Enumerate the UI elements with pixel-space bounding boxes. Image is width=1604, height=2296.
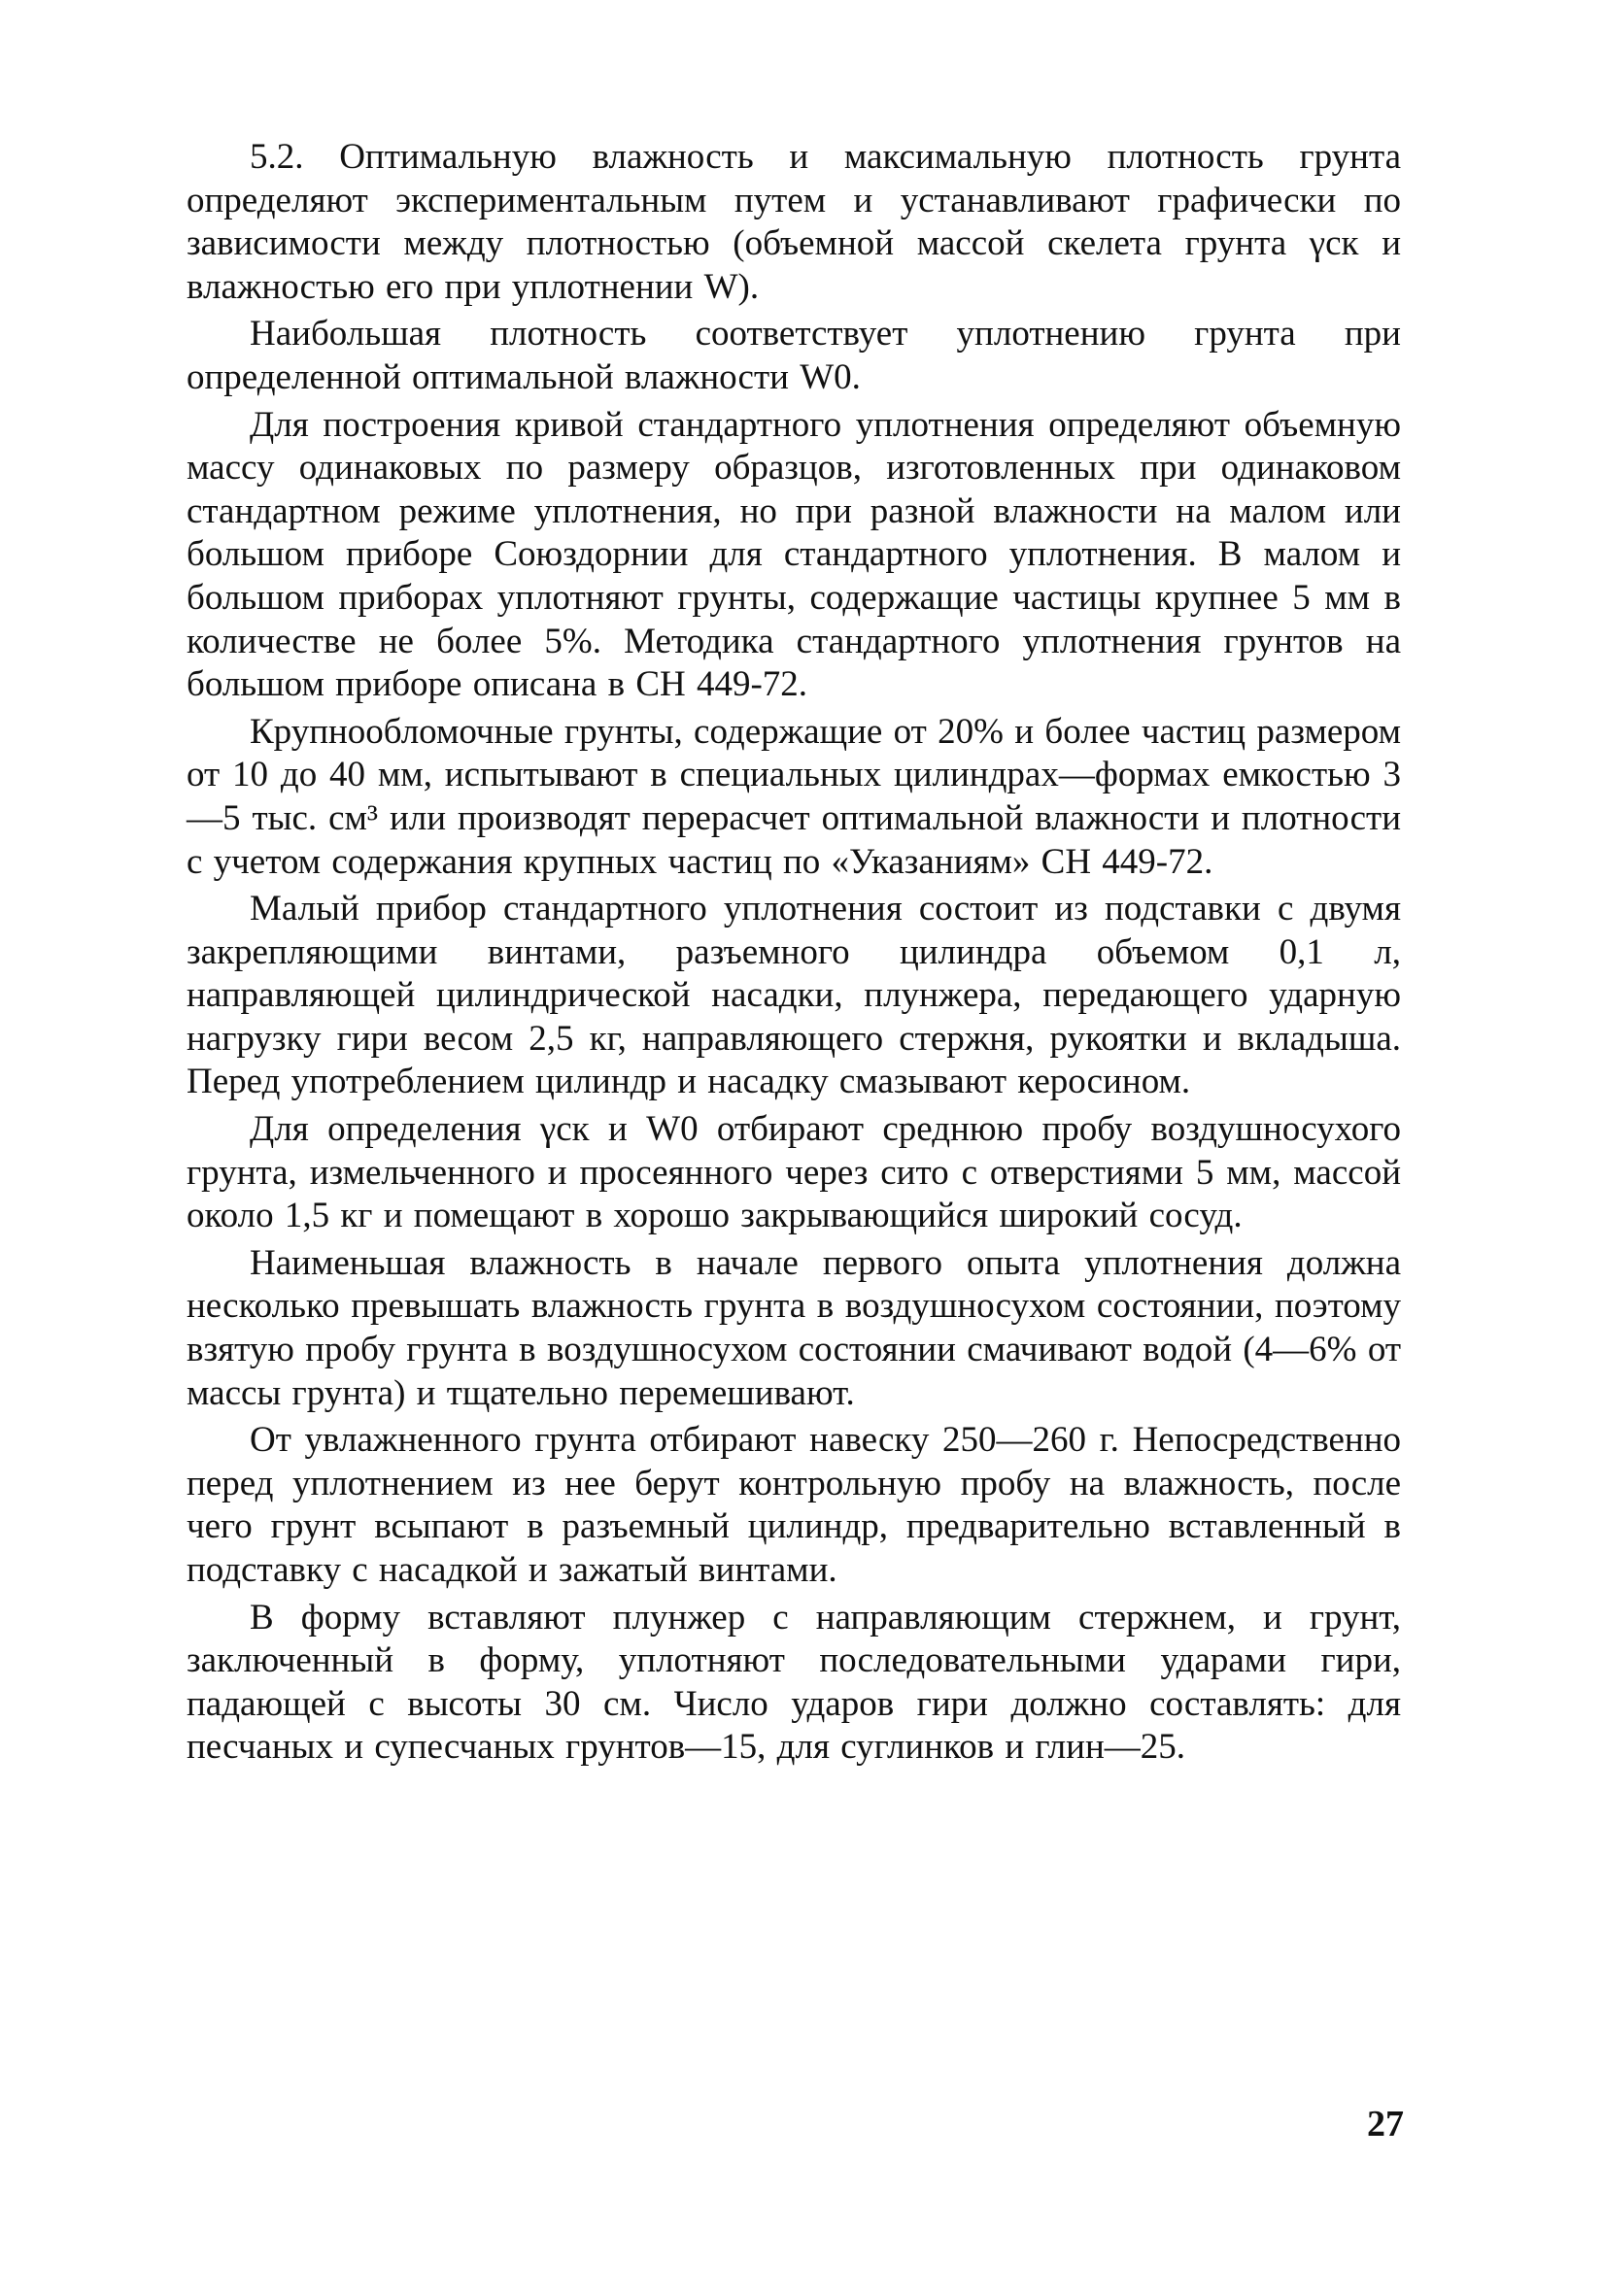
paragraph-compaction-blows: В форму вставляют плунжер с направляющим стержнем, и грунт, заключенный в форму, уплотняют последовательными ударами гири, падающей с высоты 30 см. Число ударов гири должно составлять: для песчаных и супесчаных грунтов—15, для суглинков и глин—25. — [187, 1597, 1401, 1768]
paragraph-small-device: Малый прибор стандартного уплотнения состоит из подставки с двумя закрепляющими винтами, разъемного цилиндра объемом 0,1 л, направляющей цилиндрической насадки, плунжера, передающего ударную нагрузку гири весом 2,5 кг, направляющего стержня, рукоятки и вкладыша. Перед употреблением цилиндр и насадку смазывают керосином. — [187, 889, 1401, 1102]
page-number: 27 — [1367, 2104, 1404, 2144]
paragraph-max-density: Наибольшая плотность соответствует уплотнению грунта при определенной оптимальной влажности W0. — [187, 314, 1401, 397]
paragraph-compaction-curve: Для построения кривой стандартного уплотнения определяют объемную массу одинаковых по размеру образцов, изготовленных при одинаковом стандартном режиме уплотнения, но при разной влажности на малом или большом приборе Союздорнии для стандартного уплотнения. В малом и большом приборах уплотняют грунты, содержащие частицы крупнее 5 мм в количестве не более 5%. Методика стандартного уплотнения грунтов на большом приборе описана в СН 449-72. — [187, 404, 1401, 705]
paragraph-coarse-soils: Крупнообломочные грунты, содержащие от 20% и более частиц размером от 10 до 40 мм, испытывают в специальных цилиндрах—формах емкостью 3—5 тыс. см³ или производят перерасчет оптимальной влажности и плотности с учетом содержания крупных частиц по «Указаниям» СН 449-72. — [187, 711, 1401, 882]
document-body — [187, 136, 1401, 1773]
paragraph-sample-weight: От увлажненного грунта отбирают навеску 250—260 г. Непосредственно перед уплотнением из нее берут контрольную пробу на влажность, после чего грунт всыпают в разъемный цилиндр, предварительно вставленный в подставку с насадкой и зажатый винтами. — [187, 1420, 1401, 1590]
paragraph-5-2: 5.2. Оптимальную влажность и максимальную плотность грунта определяют экспериментальным путем и устанавливают графически по зависимости между плотностью (объемной массой скелета грунта γск и влажностью его при уплотнении W). — [187, 137, 1401, 307]
paragraph-sampling: Для определения γск и W0 отбирают среднюю пробу воздушносухого грунта, измельченного и просеянного через сито с отверстиями 5 мм, массой около 1,5 кг и помещают в хорошо закрывающийся широкий сосуд. — [187, 1109, 1401, 1236]
paragraph-initial-moisture: Наименьшая влажность в начале первого опыта уплотнения должна несколько превышать влажность грунта в воздушносухом состоянии, поэтому взятую пробу грунта в воздушносухом состоянии смачивают водой (4—6% от массы грунта) и тщательно перемешивают. — [187, 1242, 1401, 1413]
